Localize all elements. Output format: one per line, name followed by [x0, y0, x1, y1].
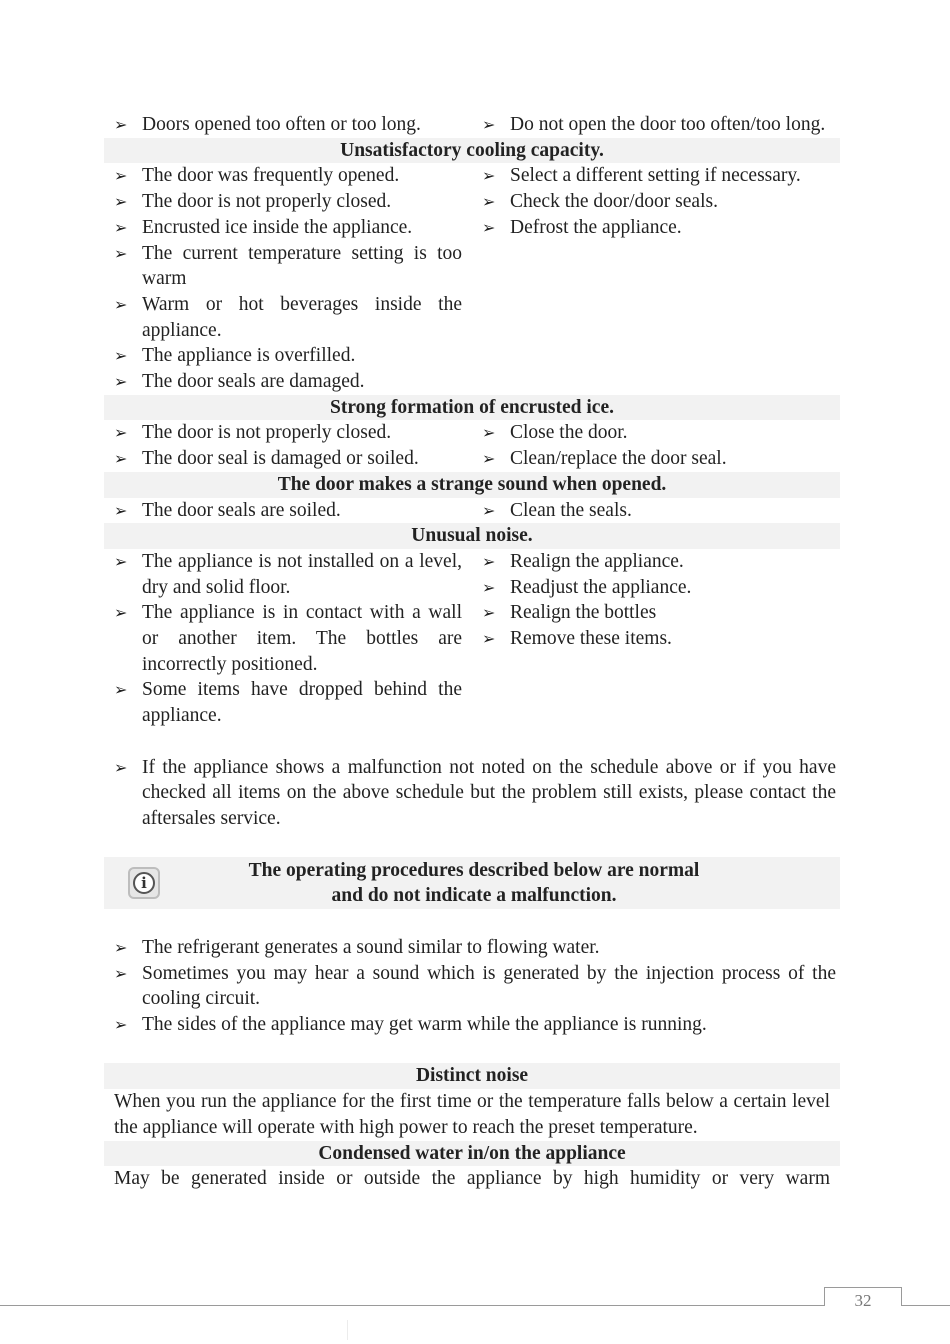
arrow-bullet-icon: ➢	[114, 680, 128, 700]
list-item-text: The appliance is in contact with a wall or another item. The bottles are incorrectly positioned.	[142, 602, 462, 675]
list-item	[472, 600, 840, 626]
arrow-bullet-icon: ➢	[114, 294, 128, 314]
list-item	[104, 163, 462, 189]
list-item	[472, 163, 840, 189]
list-item	[104, 935, 840, 961]
list-item-text: Clean/replace the door seal.	[510, 448, 727, 470]
list-item-text: The door seals are soiled.	[142, 499, 341, 521]
page-number: 32	[824, 1287, 902, 1306]
spacer	[104, 832, 840, 858]
cause-column	[104, 112, 472, 138]
arrow-bullet-icon: ➢	[114, 243, 128, 263]
distinct-noise-heading: Distinct noise	[104, 1063, 840, 1089]
list-item-text: The door seal is damaged or soiled.	[142, 448, 419, 470]
distinct-noise-text: When you run the appliance for the first time or the temperature falls below a certain level the appliance will operate with high power to reach the preset temperature.	[114, 1091, 830, 1138]
list-item	[104, 112, 462, 138]
list-item-text: The appliance is not installed on a level, dry and solid floor.	[142, 550, 462, 598]
table-row	[104, 420, 840, 471]
arrow-bullet-icon: ➢	[114, 449, 128, 469]
remedy-column	[472, 498, 840, 524]
list-item-text: Realign the bottles	[510, 602, 657, 624]
arrow-bullet-icon: ➢	[482, 603, 496, 623]
arrow-bullet-icon: ➢	[482, 629, 496, 648]
list-item	[472, 215, 840, 241]
list-item	[472, 549, 840, 575]
list-item-text: The refrigerant generates a sound similar to flowing water.	[142, 936, 600, 958]
table-row	[104, 112, 840, 138]
section-heading: Strong formation of encrusted ice.	[104, 395, 840, 421]
table-row	[104, 549, 840, 729]
table-row	[104, 163, 840, 394]
list-item-text: Clean the seals.	[510, 499, 632, 521]
list-item-text: The door is not properly closed.	[142, 422, 392, 444]
list-item-text: Warm or hot beverages inside the appliance.	[142, 293, 462, 341]
info-line-2: and do not indicate a malfunction.	[331, 885, 617, 907]
list-item	[104, 292, 462, 343]
list-item-text: The sides of the appliance may get warm while the appliance is running.	[142, 1014, 707, 1036]
arrow-bullet-icon: ➢	[114, 963, 128, 983]
remedy-column	[472, 112, 840, 138]
cause-column	[104, 498, 472, 524]
list-item	[104, 369, 462, 395]
list-item-text: Doors opened too often or too long.	[142, 114, 421, 135]
list-item-text: The appliance is overfilled.	[142, 345, 356, 367]
list-item	[472, 446, 840, 472]
cause-column	[104, 549, 472, 729]
list-item	[104, 446, 462, 472]
section-heading: The door makes a strange sound when opened.	[104, 472, 840, 498]
arrow-bullet-icon: ➢	[482, 217, 496, 237]
list-item	[104, 600, 462, 677]
list-item	[472, 420, 840, 446]
cause-column	[104, 163, 472, 394]
spacer	[104, 1038, 840, 1064]
arrow-bullet-icon: ➢	[114, 372, 128, 392]
list-item	[104, 677, 462, 728]
list-item-text: Close the door.	[510, 422, 628, 444]
arrow-bullet-icon: ➢	[114, 346, 128, 366]
list-item	[104, 1012, 840, 1038]
section-heading: Unusual noise.	[104, 523, 840, 549]
arrow-bullet-icon: ➢	[114, 115, 128, 134]
list-item	[472, 189, 840, 215]
list-item-text: Encrusted ice inside the appliance.	[142, 216, 413, 238]
list-item-text: Readjust the appliance.	[510, 576, 692, 598]
table-row	[104, 498, 840, 524]
list-item-text: Remove these items.	[510, 628, 672, 649]
arrow-bullet-icon: ➢	[482, 500, 496, 520]
remedy-column	[472, 420, 840, 471]
page-content	[104, 112, 840, 1192]
list-item-text: The door was frequently opened.	[142, 165, 400, 187]
list-item	[104, 420, 462, 446]
arrow-bullet-icon: ➢	[114, 217, 128, 237]
condensed-water-heading: Condensed water in/on the appliance	[104, 1141, 840, 1167]
footer-line	[0, 1305, 950, 1306]
arrow-bullet-icon: ➢	[482, 192, 496, 212]
normal-operation-list	[104, 935, 840, 1038]
list-item-text: The door seals are damaged.	[142, 371, 365, 393]
list-item-text: Realign the appliance.	[510, 550, 684, 572]
arrow-bullet-icon: ➢	[114, 603, 128, 623]
arrow-bullet-icon: ➢	[482, 577, 496, 597]
list-item-text: The door is not properly closed.	[142, 191, 392, 213]
list-item	[472, 626, 840, 652]
info-text	[168, 858, 840, 909]
arrow-bullet-icon: ➢	[482, 166, 496, 186]
arrow-bullet-icon: ➢	[114, 757, 128, 777]
section-heading: Unsatisfactory cooling capacity.	[104, 138, 840, 164]
list-item-text: Defrost the appliance.	[510, 216, 682, 238]
list-item	[472, 112, 840, 138]
list-item-text: Do not open the door too often/too long.	[510, 114, 826, 135]
condensed-water-text: May be generated inside or outside the appliance by high humidity or very warm	[114, 1168, 830, 1190]
list-item	[104, 549, 462, 600]
malfunction-note	[104, 755, 840, 832]
list-item	[472, 498, 840, 524]
list-item	[104, 241, 462, 292]
list-item	[104, 961, 840, 1012]
list-item-text: Select a different setting if necessary.	[510, 165, 801, 187]
list-item	[104, 215, 462, 241]
spacer	[104, 909, 840, 935]
remedy-column	[472, 163, 840, 394]
list-item-text: Check the door/door seals.	[510, 191, 718, 213]
arrow-bullet-icon: ➢	[114, 500, 128, 520]
arrow-bullet-icon: ➢	[114, 423, 128, 443]
arrow-bullet-icon: ➢	[114, 192, 128, 212]
cause-column	[104, 420, 472, 471]
info-icon: i	[124, 863, 164, 903]
troubleshooting-table	[104, 112, 840, 729]
arrow-bullet-icon: ➢	[482, 449, 496, 469]
arrow-bullet-icon: ➢	[482, 551, 496, 571]
list-item-text: Some items have dropped behind the appliance.	[142, 679, 462, 727]
remedy-column	[472, 549, 840, 729]
spacer	[104, 729, 840, 755]
list-item	[104, 189, 462, 215]
list-item-text: Sometimes you may hear a sound which is generated by the injection process of the cooling circuit.	[142, 962, 836, 1010]
arrow-bullet-icon: ➢	[114, 937, 128, 957]
arrow-bullet-icon: ➢	[114, 1015, 128, 1035]
arrow-bullet-icon: ➢	[114, 551, 128, 571]
footer-tick	[347, 1320, 348, 1340]
list-item-text: The current temperature setting is too warm	[142, 242, 462, 290]
info-box	[104, 857, 840, 909]
arrow-bullet-icon: ➢	[114, 166, 128, 186]
list-item	[104, 498, 462, 524]
malfunction-note-text: If the appliance shows a malfunction not noted on the schedule above or if you have checked all items on the above schedule but the problem still exists, please contact the aftersales service.	[142, 756, 836, 829]
list-item	[472, 575, 840, 601]
arrow-bullet-icon: ➢	[482, 423, 496, 443]
arrow-bullet-icon: ➢	[482, 115, 496, 134]
list-item	[104, 343, 462, 369]
info-line-1: The operating procedures described below are normal	[248, 859, 700, 881]
